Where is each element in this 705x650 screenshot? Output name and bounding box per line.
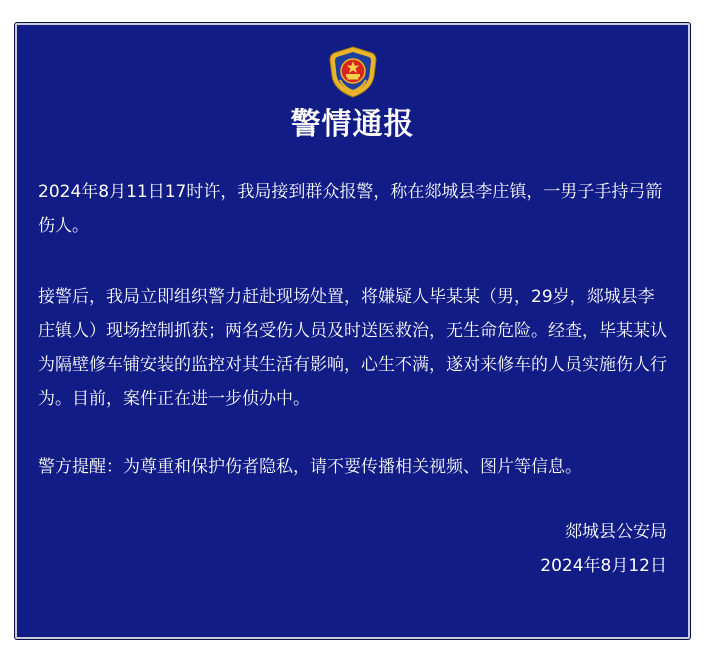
notice-paragraph-3: 警方提醒：为尊重和保护伤者隐私，请不要传播相关视频、图片等信息。: [38, 457, 582, 477]
notice-date: 2024年8月12日: [540, 556, 667, 576]
signature: 郯城县公安局: [565, 522, 667, 542]
notice-paragraph-1: 2024年8月11日17时许，我局接到群众报警，称在郯城县李庄镇，一男子手持弓箭伤人。: [38, 182, 663, 236]
notice-paragraph-2: 接警后，我局立即组织警力赶赴现场处置，将嫌疑人毕某某（男，29岁，郯城县李庄镇人）现场控制抓获；两名受伤人员及时送医救治，无生命危险。经查，毕某某认为隔壁修车铺安装的监控对其生活有影响，心生不满，遂对来修车的人员实施伤人行为。目前，案件正在进一步侦办中。: [38, 287, 667, 409]
police-emblem-icon: [328, 46, 378, 98]
notice-title: 警情通报: [290, 107, 415, 142]
notice-card: [15, 23, 690, 639]
